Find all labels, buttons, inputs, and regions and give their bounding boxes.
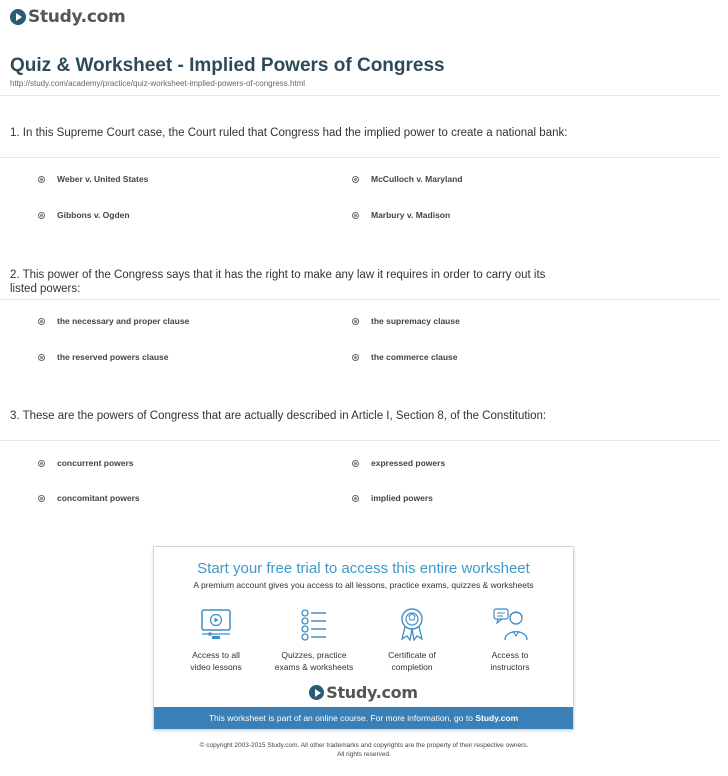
answer-label: implied powers bbox=[371, 493, 433, 503]
radio-button-icon[interactable] bbox=[352, 495, 359, 502]
answer-option[interactable] bbox=[38, 352, 169, 362]
answer-option[interactable] bbox=[38, 174, 148, 184]
answer-option[interactable] bbox=[352, 493, 433, 503]
play-circle-icon bbox=[309, 685, 324, 700]
radio-button-icon[interactable] bbox=[352, 318, 359, 325]
answer-option[interactable] bbox=[38, 493, 140, 503]
copyright-line: © copyright 2003-2015 Study.com. All other trademarks and copyrights are the property of their respective owners. bbox=[199, 742, 529, 749]
radio-button-icon[interactable] bbox=[352, 212, 359, 219]
feature-label: exams & worksheets bbox=[274, 662, 354, 672]
answer-option[interactable] bbox=[38, 458, 134, 468]
question-3-text: 3. These are the powers of Congress that are actually described in Article I, Section 8, of the Constitution: bbox=[10, 410, 547, 422]
answer-option[interactable] bbox=[352, 210, 450, 220]
page-url: http://study.com/academy/practice/quiz-worksheet-implied-powers-of-congress.html bbox=[10, 79, 306, 88]
answer-label: the necessary and proper clause bbox=[57, 316, 190, 326]
divider bbox=[0, 95, 720, 96]
copyright-notice bbox=[0, 741, 728, 759]
promo-footer-text: This worksheet is part of an online course. For more information, go to bbox=[208, 713, 476, 723]
feature-label: Certificate of bbox=[388, 650, 436, 660]
radio-button-icon[interactable] bbox=[38, 460, 45, 467]
free-trial-promo bbox=[153, 546, 574, 730]
radio-button-icon[interactable] bbox=[38, 212, 45, 219]
video-player-icon bbox=[198, 607, 234, 641]
divider bbox=[0, 299, 720, 300]
checklist-icon bbox=[296, 607, 332, 641]
question-1-text: 1. In this Supreme Court case, the Court ruled that Congress had the implied power to create a national bank: bbox=[10, 127, 568, 139]
instructor-chat-icon bbox=[492, 607, 528, 641]
answer-label: the supremacy clause bbox=[371, 316, 460, 326]
feature-certificate bbox=[362, 607, 462, 673]
answer-label: Marbury v. Madison bbox=[371, 210, 451, 220]
radio-button-icon[interactable] bbox=[38, 176, 45, 183]
feature-label: Quizzes, practice bbox=[281, 650, 347, 660]
answer-label: expressed powers bbox=[371, 458, 446, 468]
answer-option[interactable] bbox=[352, 352, 457, 362]
question-2-text: 2. This power of the Congress says that it has the right to make any law it requires in order to carry out its listed powers: bbox=[10, 269, 546, 295]
answer-label: concomitant powers bbox=[57, 493, 140, 503]
answer-label: the commerce clause bbox=[371, 352, 458, 362]
answer-option[interactable] bbox=[38, 210, 130, 220]
answer-label: the reserved powers clause bbox=[57, 352, 169, 362]
feature-label: Access to all bbox=[192, 650, 240, 660]
copyright-line: All rights reserved. bbox=[337, 751, 391, 758]
radio-button-icon[interactable] bbox=[352, 176, 359, 183]
answer-option[interactable] bbox=[38, 316, 189, 326]
feature-video-lessons bbox=[166, 607, 266, 673]
logo-text: Study.com bbox=[28, 7, 126, 27]
promo-study-logo[interactable] bbox=[154, 683, 573, 702]
promo-footer-link[interactable]: Study.com bbox=[475, 713, 519, 723]
feature-quizzes bbox=[264, 607, 364, 673]
radio-button-icon[interactable] bbox=[38, 318, 45, 325]
feature-instructors bbox=[460, 607, 560, 673]
radio-button-icon[interactable] bbox=[352, 460, 359, 467]
answer-label: concurrent powers bbox=[57, 458, 134, 468]
radio-button-icon[interactable] bbox=[38, 495, 45, 502]
answer-label: Weber v. United States bbox=[57, 174, 149, 184]
promo-subheading: A premium account gives you access to all lessons, practice exams, quizzes & worksheets bbox=[193, 580, 534, 590]
page-title: Quiz & Worksheet - Implied Powers of Congress bbox=[10, 55, 445, 76]
answer-option[interactable] bbox=[352, 174, 462, 184]
play-circle-icon bbox=[10, 9, 26, 25]
feature-label: video lessons bbox=[190, 662, 242, 672]
feature-label: instructors bbox=[490, 662, 530, 672]
answer-label: McCulloch v. Maryland bbox=[371, 174, 463, 184]
study-logo[interactable] bbox=[10, 7, 125, 27]
radio-button-icon[interactable] bbox=[38, 354, 45, 361]
divider bbox=[0, 157, 720, 158]
answer-option[interactable] bbox=[352, 458, 445, 468]
feature-label: Access to bbox=[491, 650, 529, 660]
logo-text: Study.com bbox=[326, 683, 418, 702]
promo-footer-bar bbox=[154, 707, 573, 729]
divider bbox=[0, 440, 720, 441]
answer-option[interactable] bbox=[352, 316, 460, 326]
feature-label: completion bbox=[391, 662, 433, 672]
promo-heading[interactable]: Start your free trial to access this entire worksheet bbox=[197, 560, 530, 577]
certificate-ribbon-icon bbox=[394, 607, 430, 641]
radio-button-icon[interactable] bbox=[352, 354, 359, 361]
answer-label: Gibbons v. Ogden bbox=[57, 210, 130, 220]
